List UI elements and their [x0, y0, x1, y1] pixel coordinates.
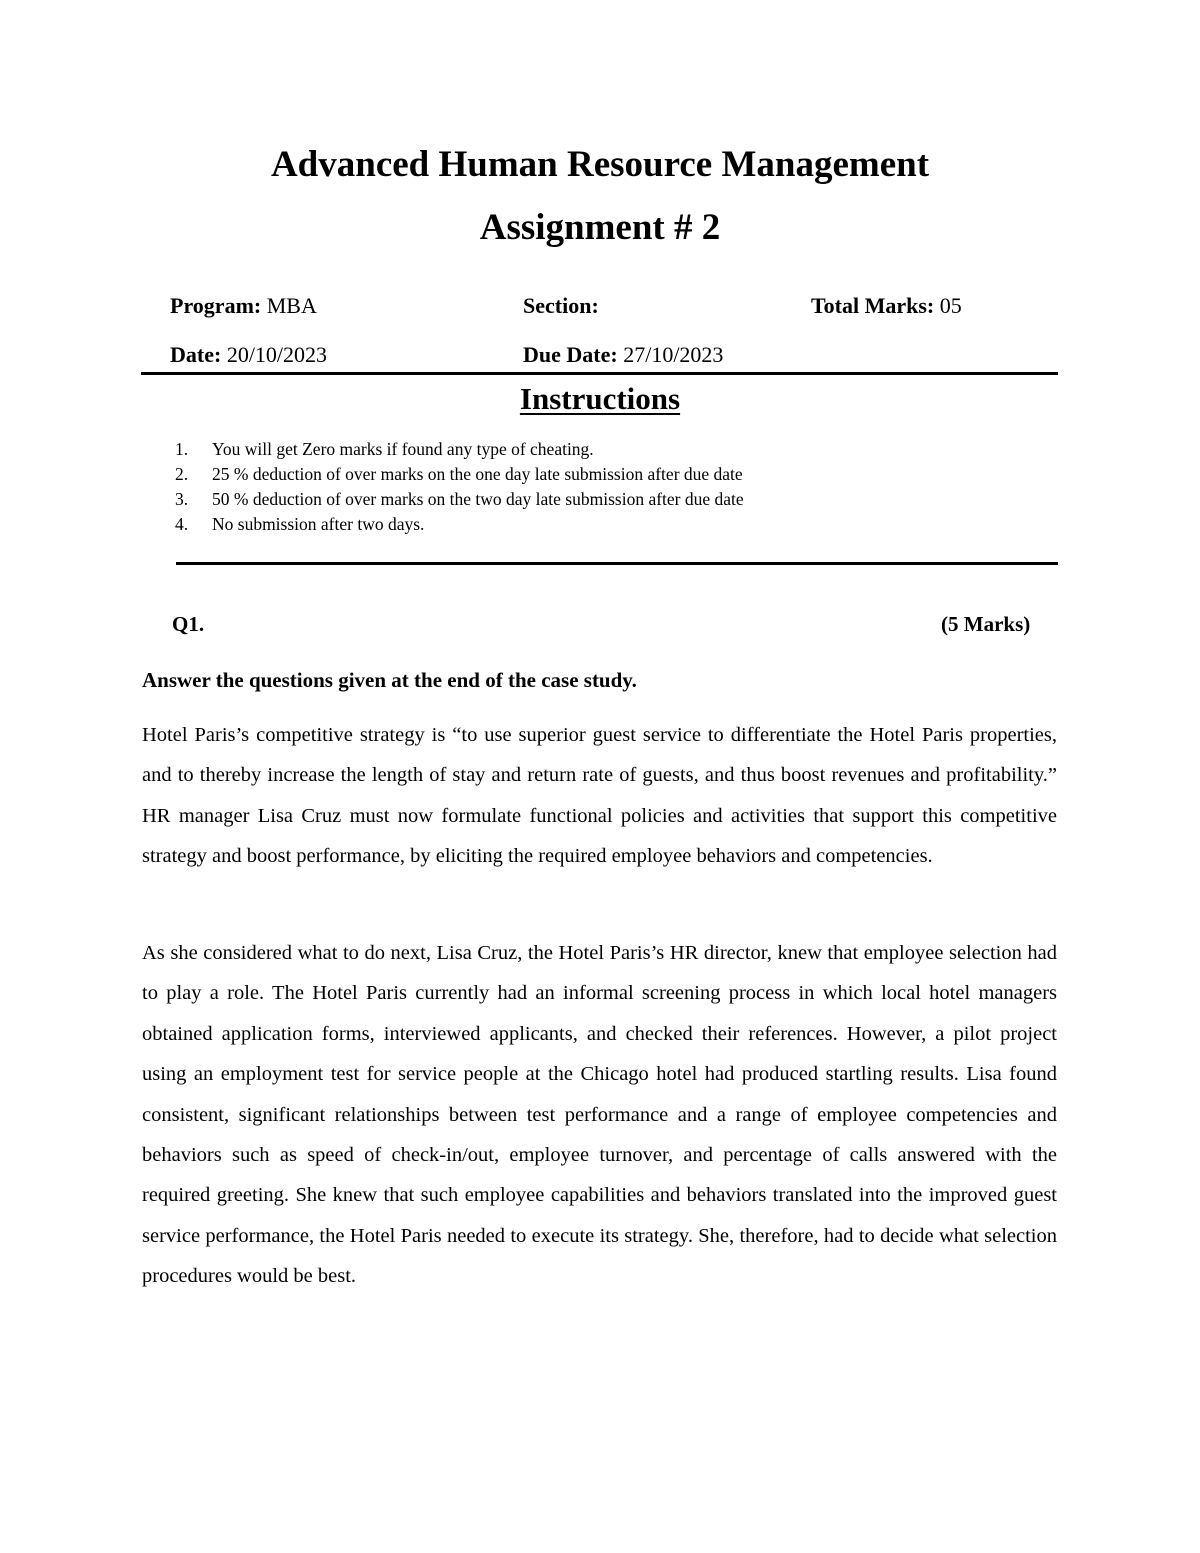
document-title: Advanced Human Resource Management — [270, 144, 930, 185]
instruction-text: No submission after two days. — [212, 514, 425, 534]
instruction-item — [175, 462, 744, 487]
due-date-value: 27/10/2023 — [617, 342, 724, 367]
question-lead: Answer the questions given at the end of the case study. — [142, 668, 637, 692]
total-marks-label: Total Marks: — [811, 293, 935, 318]
instruction-number: 2. — [175, 464, 189, 484]
section-label: Section: — [523, 293, 599, 318]
header-divider — [141, 372, 1058, 375]
section-field — [523, 292, 599, 320]
instruction-item — [175, 487, 744, 512]
instruction-number: 1. — [175, 439, 189, 459]
due-date-field — [523, 341, 723, 369]
date-field — [170, 341, 327, 369]
instructions-divider — [176, 562, 1058, 565]
program-field — [170, 292, 317, 320]
program-label: Program: — [170, 293, 262, 318]
instructions-heading: Instructions — [519, 381, 681, 416]
total-marks-field — [811, 292, 962, 320]
instruction-item — [175, 437, 744, 462]
due-date-label: Due Date: — [523, 342, 618, 367]
assignment-number: Assignment # 2 — [479, 207, 721, 248]
case-paragraph: As she considered what to do next, Lisa Cruz, the Hotel Paris’s HR director, knew that employee selection had to play a role. The Hotel Paris currently had an informal screening process in which local hotel managers obtained application forms, interviewed applicants, and checked their references. However, a pilot project using an employment test for service people at the Chicago hotel had produced startling results. Lisa found consistent, significant relationships between test performance and a range of employee competencies and behaviors such as speed of check-in/out, employee turnover, and percentage of calls answered with the required greeting. She knew that such employee capabilities and behaviors translated into the improved guest service performance, the Hotel Paris needed to execute its strategy. She, therefore, had to decide what selection procedures would be best. — [142, 942, 1057, 1288]
instruction-text: 50 % deduction of over marks on the two day late submission after due date — [212, 489, 744, 509]
instruction-item — [175, 512, 744, 537]
question-number: Q1. — [172, 612, 205, 636]
case-paragraph: Hotel Paris’s competitive strategy is “to use superior guest service to differentiate the Hotel Paris properties, and to thereby increase the length of stay and return rate of guests, and thus boost revenues and profitability.” HR manager Lisa Cruz must now formulate functional policies and activities that support this competitive strategy and boost performance, by eliciting the required employee behaviors and competencies. — [142, 724, 1057, 868]
program-value: MBA — [261, 293, 317, 318]
instruction-number: 4. — [175, 514, 189, 534]
date-label: Date: — [170, 342, 222, 367]
instruction-text: 25 % deduction of over marks on the one day late submission after due date — [212, 464, 743, 484]
instruction-number: 3. — [175, 489, 189, 509]
date-value: 20/10/2023 — [221, 342, 328, 367]
instructions-list — [175, 437, 744, 537]
total-marks-value: 05 — [934, 293, 962, 318]
question-marks: (5 Marks) — [941, 612, 1031, 636]
instruction-text: You will get Zero marks if found any type of cheating. — [212, 439, 594, 459]
